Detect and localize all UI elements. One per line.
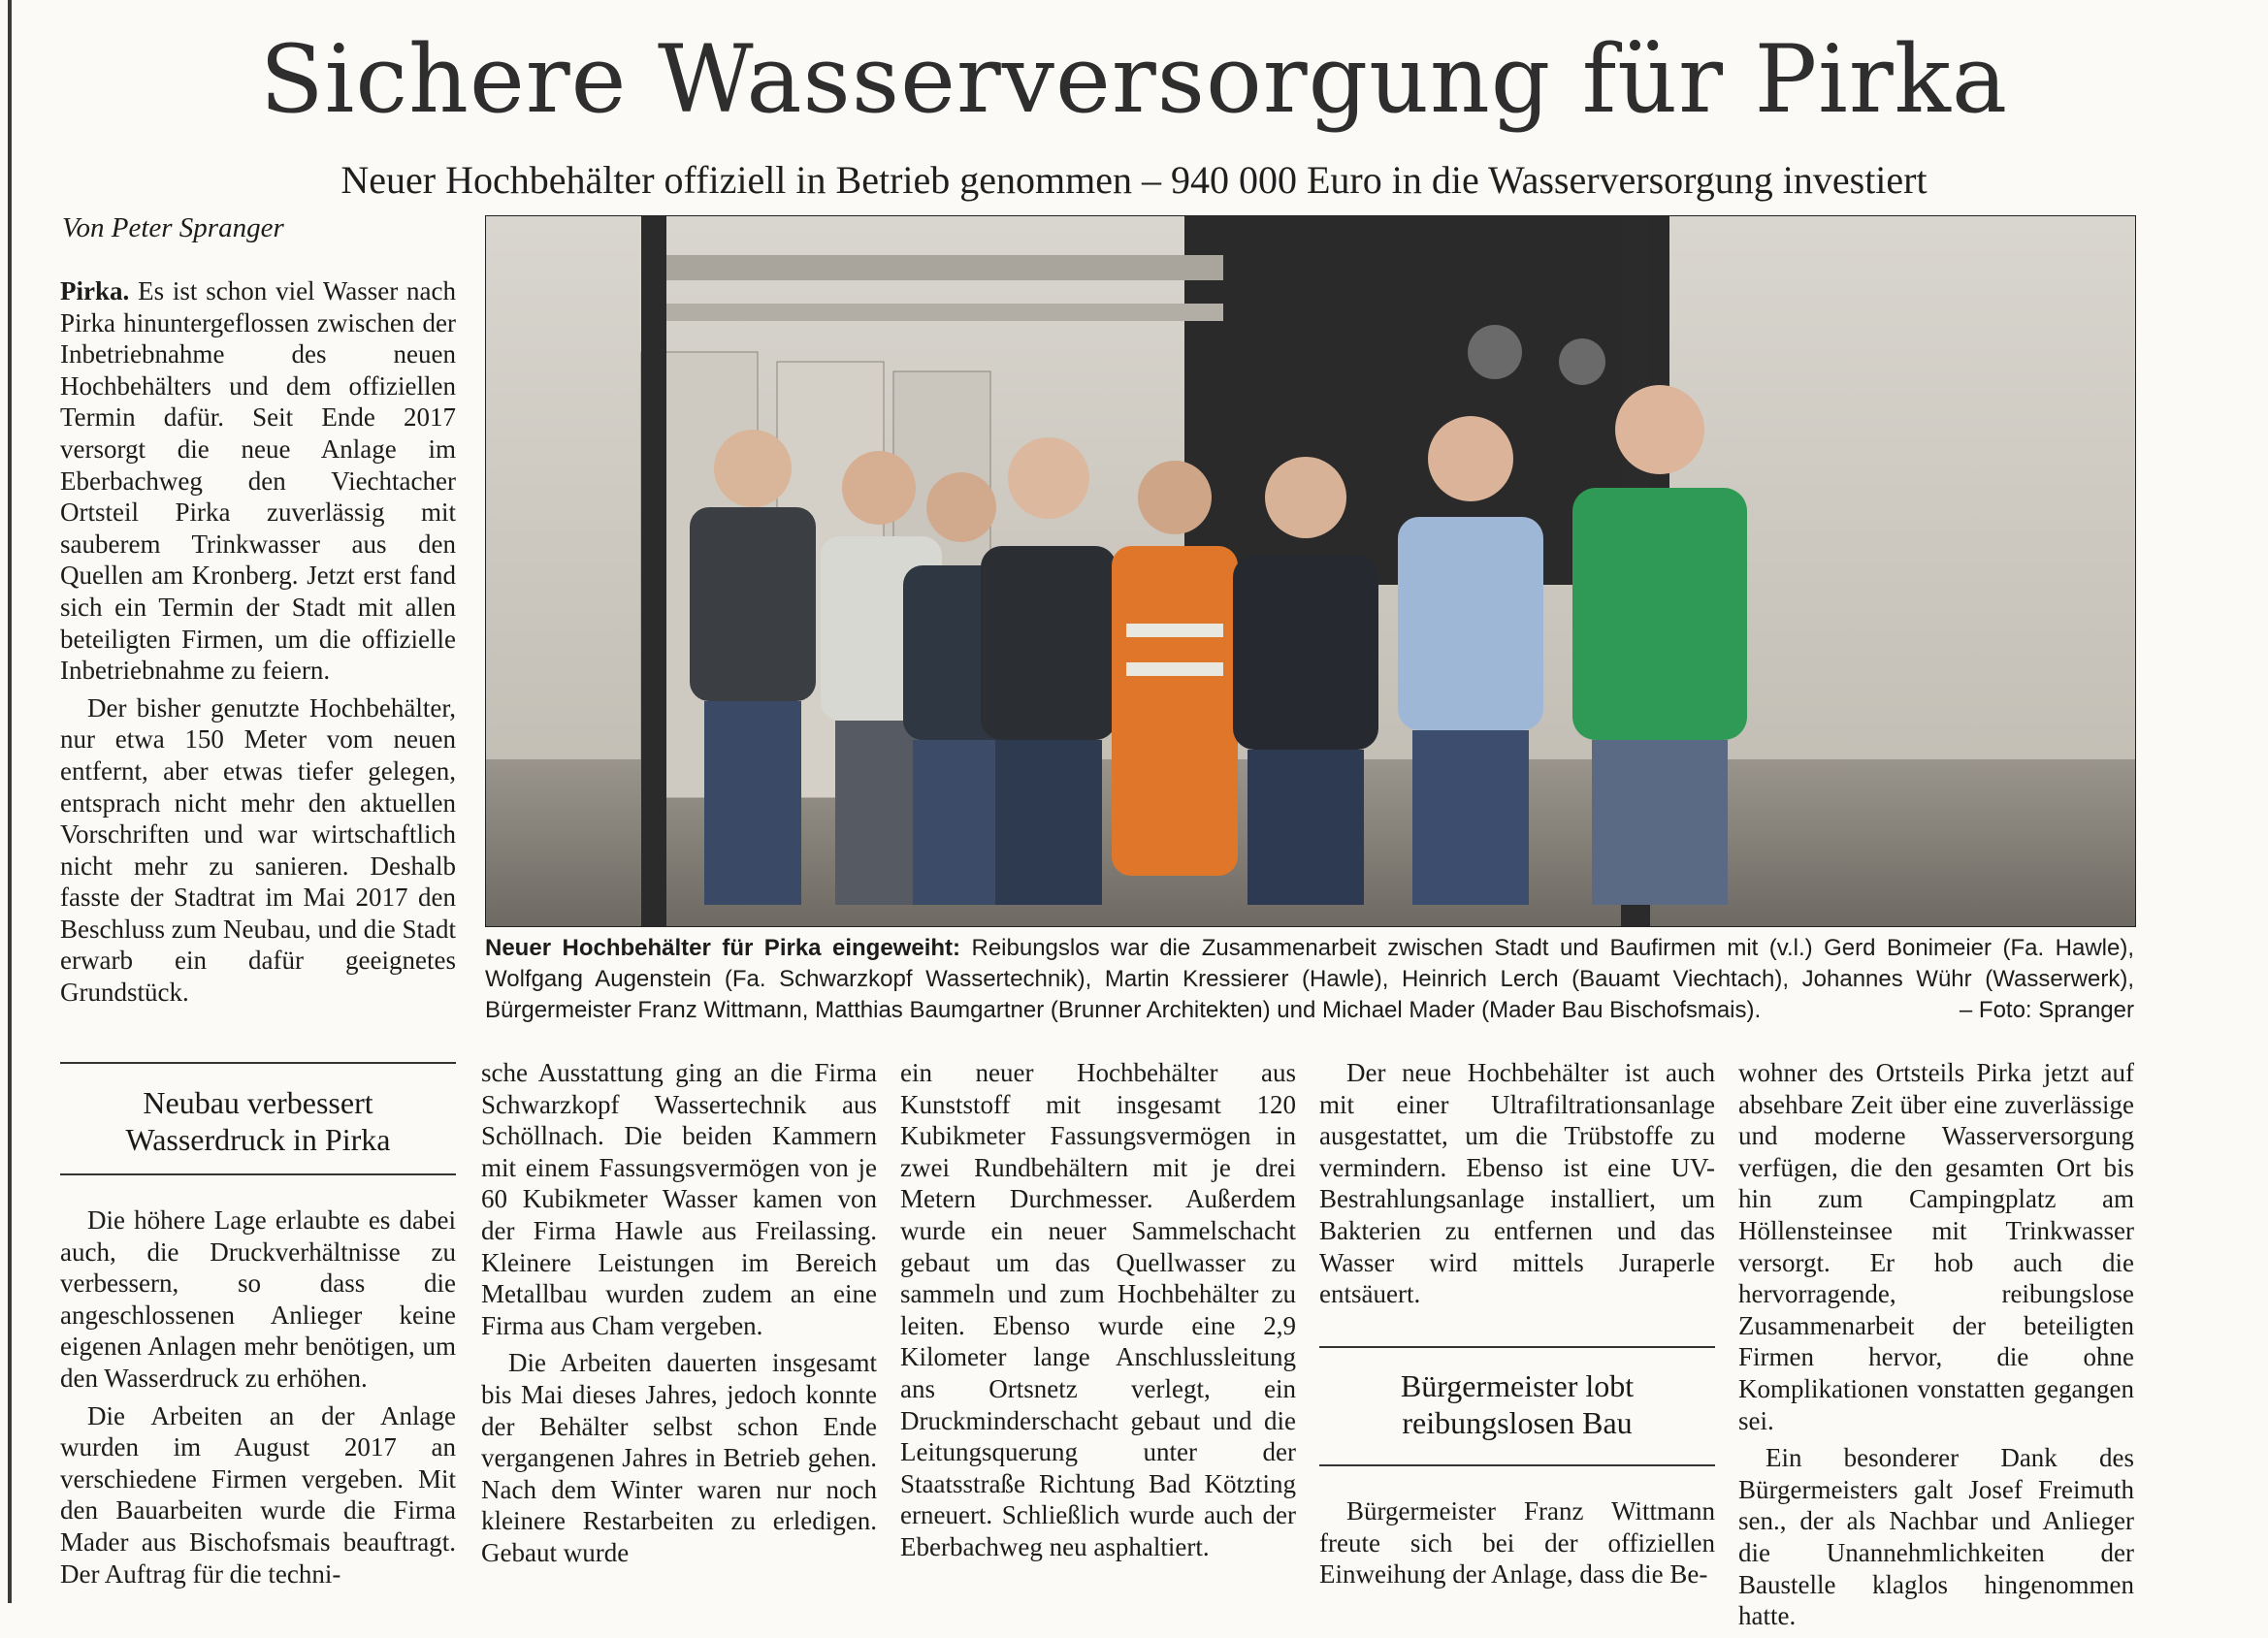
- paragraph-text: Es ist schon viel Wasser nach Pirka hinuntergeflossen zwischen der Inbetriebnahme des neuen Hochbehälters und dem offiziellen Termin dafür. Seit Ende 2017 versorgt die neue Anlage im Eberbachweg den Viechtacher Ortsteil Pirka zuverlässig mit sauberem Trinkwasser aus den Quellen am Kronberg. Jetzt erst fand sich ein Termin der Stadt mit allen beteiligten Firmen, um die offizielle Inbetriebnahme zu feiern.: [60, 276, 456, 686]
- paragraph: Die Arbeiten an der Anlage wurden im August 2017 an verschiedene Firmen vergeben. Mit den Bauarbeiten wurde die Firma Mader aus Bischofsmais beauftragt. Der Auftrag für die techni-: [60, 1400, 456, 1589]
- paragraph: Der bisher genutzte Hochbehälter, nur etwa 150 Meter vom neuen entfernt, aber etwas tiefer gelegen, entsprach nicht mehr den aktuellen Vorschriften und war wirtschaftlich nicht mehr zu sanieren. Deshalb fasste der Stadtrat im Mai 2017 den Beschluss zum Neubau, und die Stadt erwarb ein dafür geeignetes Grundstück.: [60, 692, 456, 1008]
- subheading: Neubau verbessert Wasserdruck in Pirka: [125, 1085, 391, 1157]
- photo-credit: – Foto: Spranger: [1959, 997, 2134, 1023]
- column-3: [900, 1057, 1296, 1569]
- headline: Sichere Wasserversorgung für Pirka: [259, 25, 2009, 134]
- paragraph: Der neue Hochbehälter ist auch mit einer Ultrafiltrationsanlage ausgestattet, um die Trübstoffe zu vermindern. Ebenso ist eine UV-Bestrahlungsanlage installiert, um Bakterien zu entfernen und das Wasser wird mittels Juraperle entsäuert.: [1319, 1058, 1715, 1309]
- scan-edge: [8, 0, 12, 1603]
- byline: Von Peter Spranger: [62, 212, 284, 243]
- photo-illustration: [486, 216, 2135, 926]
- caption-text: Reibungslos war die Zusammenarbeit zwischen Stadt und Baufirmen mit (v.l.) Gerd Bonimeier (Fa. Hawle), Wolfgang Augenstein (Fa. Schwarzkopf Wassertechnik), Martin Kressierer (Hawle), Heinrich Lerch (Bauamt Viechtach), Johannes Wühr (Wasserwerk), Bürgermeister Franz Wittmann, Matthias Baumgartner (Brunner Architekten) und Michael Mader (Mader Bau Bischofsmais).: [485, 935, 2134, 1023]
- subheadline: Neuer Hochbehälter offiziell in Betrieb genommen – 940 000 Euro in die Wasserversorgung investiert: [340, 158, 1928, 202]
- paragraph: ein neuer Hochbehälter aus Kunststoff mit insgesamt 120 Kubikmeter Fassungsvermögen in zwei Rundbehältern mit je drei Metern Durchmesser. Außerdem wurde ein neuer Sammelschacht gebaut um das Quellwasser zu sammeln und zum Hochbehälter zu leiten. Ebenso wurde eine 2,9 Kilometer lange Anschlussleitung ans Ortsnetz verlegt, ein Druckminderschacht gebaut und die Leitungsquerung unter der Staatsstraße Richtung Bad Kötzting erneuert. Schließlich wurde auch der Eberbachweg neu asphaltiert.: [900, 1058, 1296, 1561]
- paragraph: [60, 275, 456, 687]
- paragraph: wohner des Ortsteils Pirka jetzt auf absehbare Zeit über eine zuverlässige und moderne Wasserversorgung verfügen, die den gesamten Ort bis hin zum Campingplatz am Höllensteinsee mit Trinkwasser versorgt. Er hob auch die hervorragende, reibungslose Zusammenarbeit der beteiligten Firmen hervor, die ohne Komplikationen vonstatten gegangen sei.: [1738, 1058, 2134, 1435]
- subheading: Bürgermeister lobt reibungslosen Bau: [1400, 1368, 1635, 1440]
- dateline: Pirka.: [60, 276, 130, 305]
- paragraph: Bürgermeister Franz Wittmann freute sich bei der offiziellen Einweihung der Anlage, dass die Be-: [1319, 1496, 1715, 1590]
- caption-title: Neuer Hochbehälter für Pirka eingeweiht:: [485, 935, 961, 961]
- column-1-continued: [60, 1204, 456, 1595]
- column-4: [1319, 1057, 1715, 1316]
- column-5: [1738, 1057, 2134, 1638]
- photo-caption: [485, 933, 2134, 1026]
- paragraph: Die Arbeiten dauerten insgesamt bis Mai dieses Jahres, jedoch konnte der Behälter selbst schon Ende vergangenen Jahres in Betrieb gehen. Nach dem Winter waren nur noch kleinere Restarbeiten zu erledigen. Gebaut wurde: [481, 1348, 877, 1567]
- column-2: [481, 1057, 877, 1575]
- divider: [60, 1062, 456, 1064]
- divider: [1319, 1346, 1715, 1348]
- group-photo: [485, 215, 2136, 927]
- divider: [60, 1173, 456, 1175]
- column-1: [60, 275, 456, 1014]
- paragraph: Die höhere Lage erlaubte es dabei auch, die Druckverhältnisse zu verbessern, so dass die angeschlossenen Anlieger keine eigenen Anlagen mehr benötigen, um den Wasserdruck zu erhöhen.: [60, 1205, 456, 1393]
- paragraph: Ein besonderer Dank des Bürgermeisters galt Josef Freimuth sen., der als Nachbar und Anlieger die Unannehmlichkeiten der Baustelle klaglos hingenommen hatte.: [1738, 1443, 2134, 1631]
- column-4-continued: [1319, 1495, 1715, 1596]
- paragraph: sche Ausstattung ging an die Firma Schwarzkopf Wassertechnik aus Schöllnach. Die beiden Kammern mit einem Fassungsvermögen von je 60 Kubikmeter Wasser kamen von der Firma Hawle aus Freilassing. Kleinere Leistungen im Bereich Metallbau wurden zudem an eine Firma aus Cham vergeben.: [481, 1058, 877, 1340]
- divider: [1319, 1464, 1715, 1466]
